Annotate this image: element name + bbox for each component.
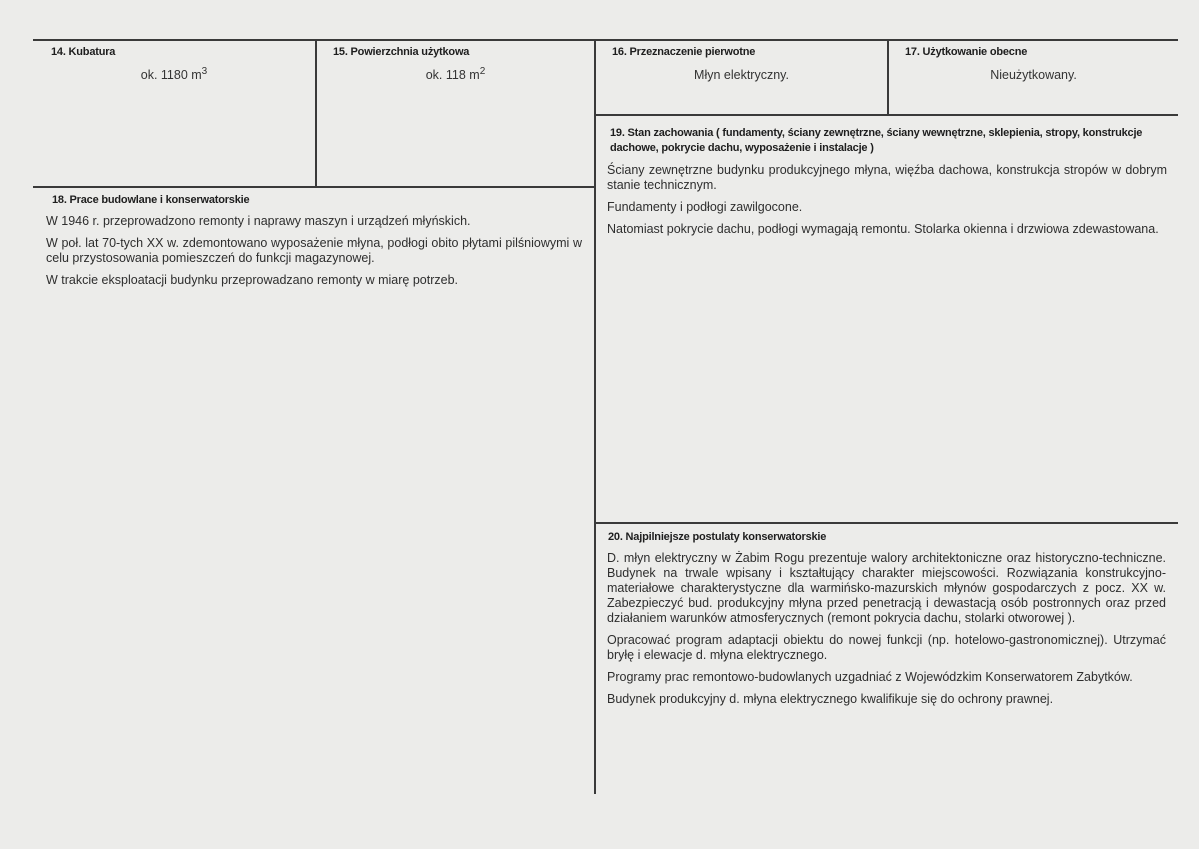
divider-14-15 <box>315 39 317 188</box>
field-16-value: Młyn elektryczny. <box>694 68 789 82</box>
field-16-label: 16. Przeznaczenie pierwotne <box>612 46 756 58</box>
field-18-label: 18. Prace budowlane i konserwatorskie <box>52 194 250 206</box>
field-14-unit-sup: 3 <box>201 66 208 77</box>
field-15-unit-sup: 2 <box>479 66 486 77</box>
field-17-label: 17. Użytkowanie obecne <box>905 46 1028 58</box>
field-14-number: ok. 1180 m <box>140 68 202 83</box>
field-19-paragraph: Natomiast pokrycie dachu, podłogi wymagają remontu. Stolarka okienna i drzwiowa zdewastowana. <box>607 222 1159 236</box>
field-15-value <box>317 66 594 82</box>
field-14-label: 14. Kubatura <box>51 46 116 58</box>
field-19-paragraph: Fundamenty i podłogi zawilgocone. <box>607 200 803 214</box>
field-19-body <box>607 163 1167 244</box>
field-20-paragraph: Programy prac remontowo-budowlanych uzgadniać z Wojewódzkim Konserwatorem Zabytków. <box>607 670 1133 684</box>
field-15-label: 15. Powierzchnia użytkowa <box>333 46 470 58</box>
field-18-paragraph: W 1946 r. przeprowadzono remonty i naprawy maszyn i urządzeń młyńskich. <box>46 214 471 228</box>
field-15-number: ok. 118 m <box>425 68 480 83</box>
top-rule <box>33 39 1178 41</box>
rule-above-18 <box>33 186 594 188</box>
field-20-paragraph: Opracować program adaptacji obiektu do nowej funkcji (np. hotelowo-gastronomicznej). Utrzymać bryłę i elewacje d. młyna elektrycznego. <box>607 633 1166 662</box>
field-20-paragraph: Budynek produkcyjny d. młyna elektrycznego kwalifikuje się do ochrony prawnej. <box>607 692 1054 706</box>
field-18-body <box>46 214 582 295</box>
field-17-value: Nieużytkowany. <box>990 68 1077 82</box>
center-divider <box>594 39 596 794</box>
field-18-paragraph: W trakcie eksploatacji budynku przeprowadzano remonty w miarę potrzeb. <box>46 273 458 287</box>
rule-above-20 <box>594 522 1178 524</box>
rule-under-16-17 <box>594 114 1178 116</box>
field-19-label: 19. Stan zachowania ( fundamenty, ściany zewnętrzne, ściany wewnętrzne, sklepienia, stropy, konstrukcje dachowe, pokrycie dachu, wyposażenie i instalacje ) <box>610 127 1143 154</box>
field-20-paragraph: D. młyn elektryczny w Żabim Rogu prezentuje walory architektoniczne oraz historyczno-techniczne. Budynek na trwale wpisany i kształtujący charakter miejscowości. Rozwiązania konstrukcyjno-materiałowe charakterystyczne dla warmińsko-mazurskich młynów gospodarczych z pocz. XX w. Zabezpieczyć bud. produkcyjny młyna przed penetracją i dewastacją osób postronnych oraz przed działaniem warunków atmosferycznych (remont pokrycia dachu, stolarki otworowej ). <box>607 551 1166 625</box>
field-19-paragraph: Ściany zewnętrzne budynku produkcyjnego młyna, więźba dachowa, konstrukcja stropów w dobrym stanie technicznym. <box>607 163 1167 192</box>
field-14-value <box>33 66 315 82</box>
field-20-body <box>607 551 1166 714</box>
field-20-label: 20. Najpilniejsze postulaty konserwatorskie <box>608 531 827 543</box>
field-18-paragraph: W poł. lat 70-tych XX w. zdemontowano wyposażenie młyna, podłogi obito płytami pilśniowymi w celu przystosowania pomieszczeń do funkcji magazynowej. <box>46 236 582 265</box>
